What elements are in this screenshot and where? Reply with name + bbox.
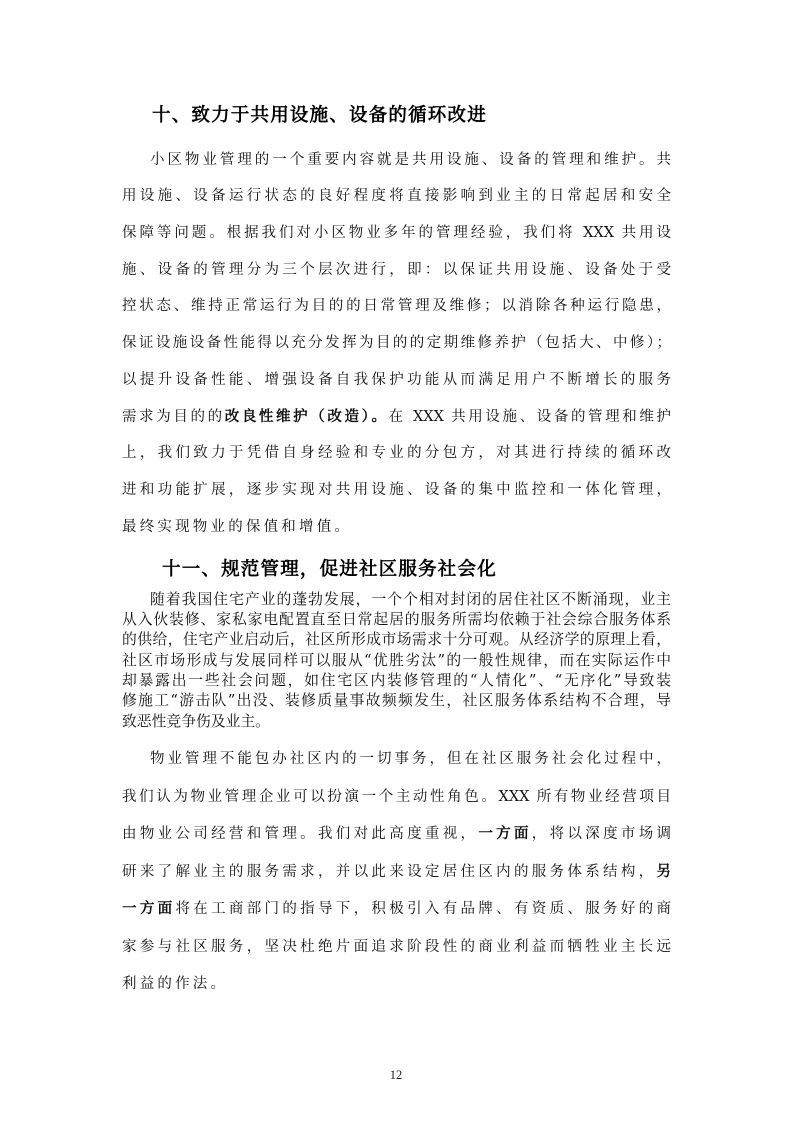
text-run: 上，我们致力于凭借自身经验和专业的分包方，对其进行持续的循环改 (122, 445, 671, 462)
text-run: 物业管理不能包办社区内的一切事务，但在社区服务社会化过程中， (150, 751, 671, 768)
paragraph-line (122, 142, 671, 179)
text-run: 由物业公司经营和管理。我们对此高度重视， (122, 826, 479, 843)
paragraph-line (122, 610, 671, 630)
section-11-paragraph-2 (122, 741, 671, 1004)
paragraph-line (122, 779, 671, 817)
text-run: 的供给，住宅产业启动后，社区所形成市场需求十分可观。从经济学的原理上看， (122, 631, 671, 649)
paragraph-line (122, 509, 671, 546)
paragraph-line (122, 891, 671, 929)
text-run: 保证设施设备性能得以充分发挥为目的的定期维修养护（包括大、中修）； (122, 335, 671, 352)
paragraph-line (122, 288, 671, 325)
paragraph-line (122, 671, 671, 691)
text-run: 从入伙装修、家私家电配置直至日常起居的服务所需均依赖于社会综合服务体系 (122, 611, 671, 629)
paragraph-line (122, 854, 671, 892)
paragraph-line (122, 325, 671, 362)
section-heading-11: 十一、规范管理，促进社区服务社会化 (162, 559, 497, 580)
text-run: 施、设备的管理分为三个层次进行，即：以保证共用设施、设备处于受 (122, 261, 671, 278)
text-run: 随着我国住宅产业的蓬勃发展，一个个相对封闭的居住社区不断涌现，业主 (150, 590, 671, 608)
text-run: 在 XXX 共用设施、设备的管理和维护 (388, 408, 672, 425)
text-run: ，将以深度市场调 (531, 826, 672, 843)
page-number: 12 (389, 1068, 403, 1082)
bold-text-run: 改良性维护（改造）。 (224, 408, 389, 425)
text-run: 小区物业管理的一个重要内容就是共用设施、设备的管理和维护。共 (150, 151, 671, 168)
paragraph-line (122, 435, 671, 472)
text-run: 社区市场形成与发展同样可以服从“优胜劣汰”的一般性规律，而在实际运作中 (122, 651, 671, 669)
section-10-paragraph (122, 142, 671, 546)
section-heading-10: 十、致力于共用设施、设备的循环改进 (152, 105, 487, 126)
bold-text-run: 另 (656, 863, 671, 880)
paragraph-line (122, 215, 671, 252)
paragraph-line (122, 178, 671, 215)
text-run: 以提升设备性能、增强设备自我保护功能从而满足用户不断增长的服务 (122, 371, 671, 388)
text-run: 研来了解业主的服务需求，并以此来设定居住区内的服务体系结构， (122, 863, 657, 880)
paragraph-line (122, 741, 671, 779)
paragraph-line (122, 691, 671, 711)
paragraph-line (122, 252, 671, 289)
paragraph-line (122, 966, 671, 1004)
text-run: 保障等问题。根据我们对小区物业多年的管理经验，我们将 XXX 共用设 (122, 225, 671, 241)
text-run: 致恶性竞争伤及业主。 (122, 712, 270, 730)
bold-text-run: 一方面 (122, 901, 176, 918)
paragraph-line (122, 712, 671, 732)
paragraph-line (122, 929, 671, 967)
text-run: 需求为目的的 (122, 408, 225, 425)
paragraph-line (122, 399, 671, 436)
text-run: 最终实现物业的保值和增值。 (122, 518, 353, 535)
paragraph-line (122, 651, 671, 671)
text-run: 进和功能扩展，逐步实现对共用设施、设备的集中监控和一体化管理， (122, 481, 671, 498)
text-run: 家参与社区服务，坚决杜绝片面追求阶段性的商业利益而牺牲业主长远 (122, 938, 671, 955)
section-11-paragraph-1 (122, 590, 671, 732)
text-run: 将在工商部门的指导下，积极引入有品牌、有资质、服务好的商 (175, 901, 672, 918)
paragraph-line (122, 362, 671, 399)
text-run: 控状态、维持正常运行为目的的日常管理及维修；以消除各种运行隐患， (122, 298, 671, 315)
text-run: 却暴露出一些社会问题，如住宅区内装修管理的“人情化”、“无序化”导致装 (122, 672, 671, 690)
paragraph-line (122, 590, 671, 610)
bold-text-run: 一方面 (478, 826, 532, 843)
paragraph-line (122, 472, 671, 509)
text-run: 修施工“游击队”出没、装修质量事故频频发生，社区服务体系结构不合理，导 (122, 692, 671, 710)
text-run: 用设施、设备运行状态的良好程度将直接影响到业主的日常起居和安全 (122, 188, 671, 205)
text-run: 我们认为物业管理企业可以扮演一个主动性角色。XXX 所有物业经营项目 (122, 788, 671, 805)
paragraph-line (122, 816, 671, 854)
text-run: 利益的作法。 (122, 976, 229, 993)
paragraph-line (122, 630, 671, 650)
